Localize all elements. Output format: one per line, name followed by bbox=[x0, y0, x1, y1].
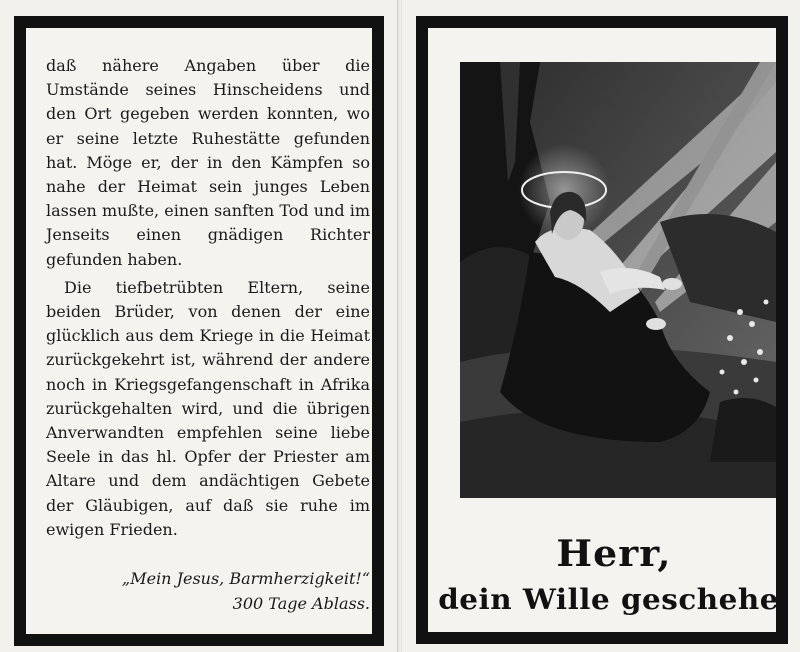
paragraph-2: Die tiefbetrübten Eltern, seine beiden Brüder, von denen der eine glücklich aus dem Kriege in die Heimat zurückgekehrt ist, während der andere noch in Kriegsgefangenschaft in Afrika zurückgehalten wird, und die übrigen Anverwandten empfehlen seine liebe Seele in das hl. Opfer der Priester am Altare und dem andächtigen Gebete der Gläubigen, auf daß sie ruhe im ewigen Frieden. bbox=[46, 277, 370, 539]
left-page bbox=[0, 0, 398, 652]
prayer-block bbox=[46, 566, 370, 616]
paragraph-1: daß nähere Angaben über die Umstände seines Hinscheidens und den Ort gegeben werden konnten, wo er seine letzte Ruhestätte gefunden hat. Möge er, der in den Kämpfen so nahe der Heimat sein junges Leben lassen mußte, einen sanften Tod und im Jenseits einen gnädigen Richter gefunden haben. bbox=[46, 56, 370, 269]
caption-line-1: Herr, bbox=[556, 533, 672, 575]
caption-line-2: dein Wille geschehe. bbox=[438, 583, 790, 616]
black-mourning-border-right bbox=[416, 16, 788, 644]
right-page bbox=[402, 0, 800, 652]
prayer-line: „Mein Jesus, Barmherzigkeit!“ bbox=[121, 569, 370, 588]
devotional-image-christ-in-gethsemane bbox=[460, 62, 776, 498]
memorial-text bbox=[46, 54, 370, 542]
indulgence-line: 300 Tage Ablass. bbox=[232, 594, 370, 613]
black-mourning-border-left bbox=[14, 16, 384, 646]
